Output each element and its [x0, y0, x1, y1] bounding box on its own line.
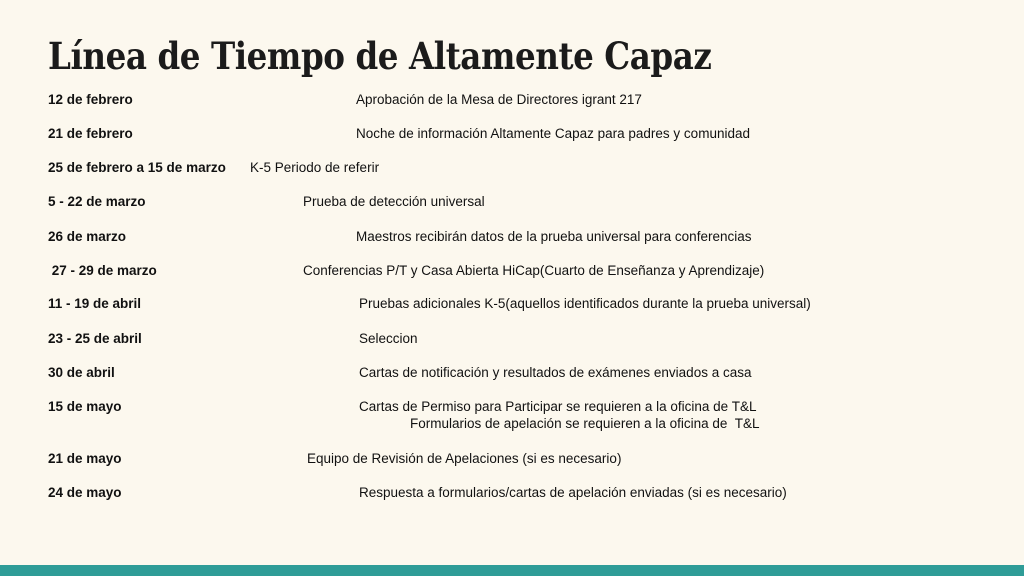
event-description-secondary: Formularios de apelación se requieren a la oficina de T&L [410, 416, 760, 431]
event-description: Respuesta a formularios/cartas de apelación enviadas (si es necesario) [359, 485, 787, 500]
event-description: Cartas de Permiso para Participar se requieren a la oficina de T&L [359, 399, 757, 414]
event-description: Maestros recibirán datos de la prueba universal para conferencias [356, 229, 752, 244]
event-date: 25 de febrero a 15 de marzo [48, 160, 226, 175]
event-date: 26 de marzo [48, 229, 127, 244]
event-date: 30 de abril [48, 365, 115, 380]
event-description: Aprobación de la Mesa de Directores igrant 217 [356, 92, 642, 107]
event-date: 24 de mayo [48, 485, 122, 500]
event-date: 21 de mayo [48, 451, 122, 466]
event-description: Equipo de Revisión de Apelaciones (si es necesario) [307, 451, 622, 466]
event-description: Seleccion [359, 331, 418, 346]
event-date: 5 - 22 de marzo [48, 194, 146, 209]
event-date: 11 - 19 de abril [48, 296, 142, 311]
event-date: 12 de febrero [48, 92, 133, 107]
event-description: Prueba de detección universal [303, 194, 485, 209]
event-description: Pruebas adicionales K-5(aquellos identificados durante la prueba universal) [359, 296, 811, 311]
page-title: Línea de Tiempo de Altamente Capaz [48, 34, 712, 78]
event-description: K-5 Periodo de referir [250, 160, 380, 175]
event-description: Cartas de notificación y resultados de exámenes enviados a casa [359, 365, 752, 380]
event-date: 23 - 25 de abril [48, 331, 142, 346]
event-description: Noche de información Altamente Capaz para padres y comunidad [356, 126, 750, 141]
event-description: Conferencias P/T y Casa Abierta HiCap(Cuarto de Enseñanza y Aprendizaje) [303, 263, 765, 278]
event-date: 21 de febrero [48, 126, 133, 141]
event-date: 15 de mayo [48, 399, 122, 414]
accent-bar [0, 565, 1024, 576]
event-date: 27 - 29 de marzo [48, 263, 157, 278]
